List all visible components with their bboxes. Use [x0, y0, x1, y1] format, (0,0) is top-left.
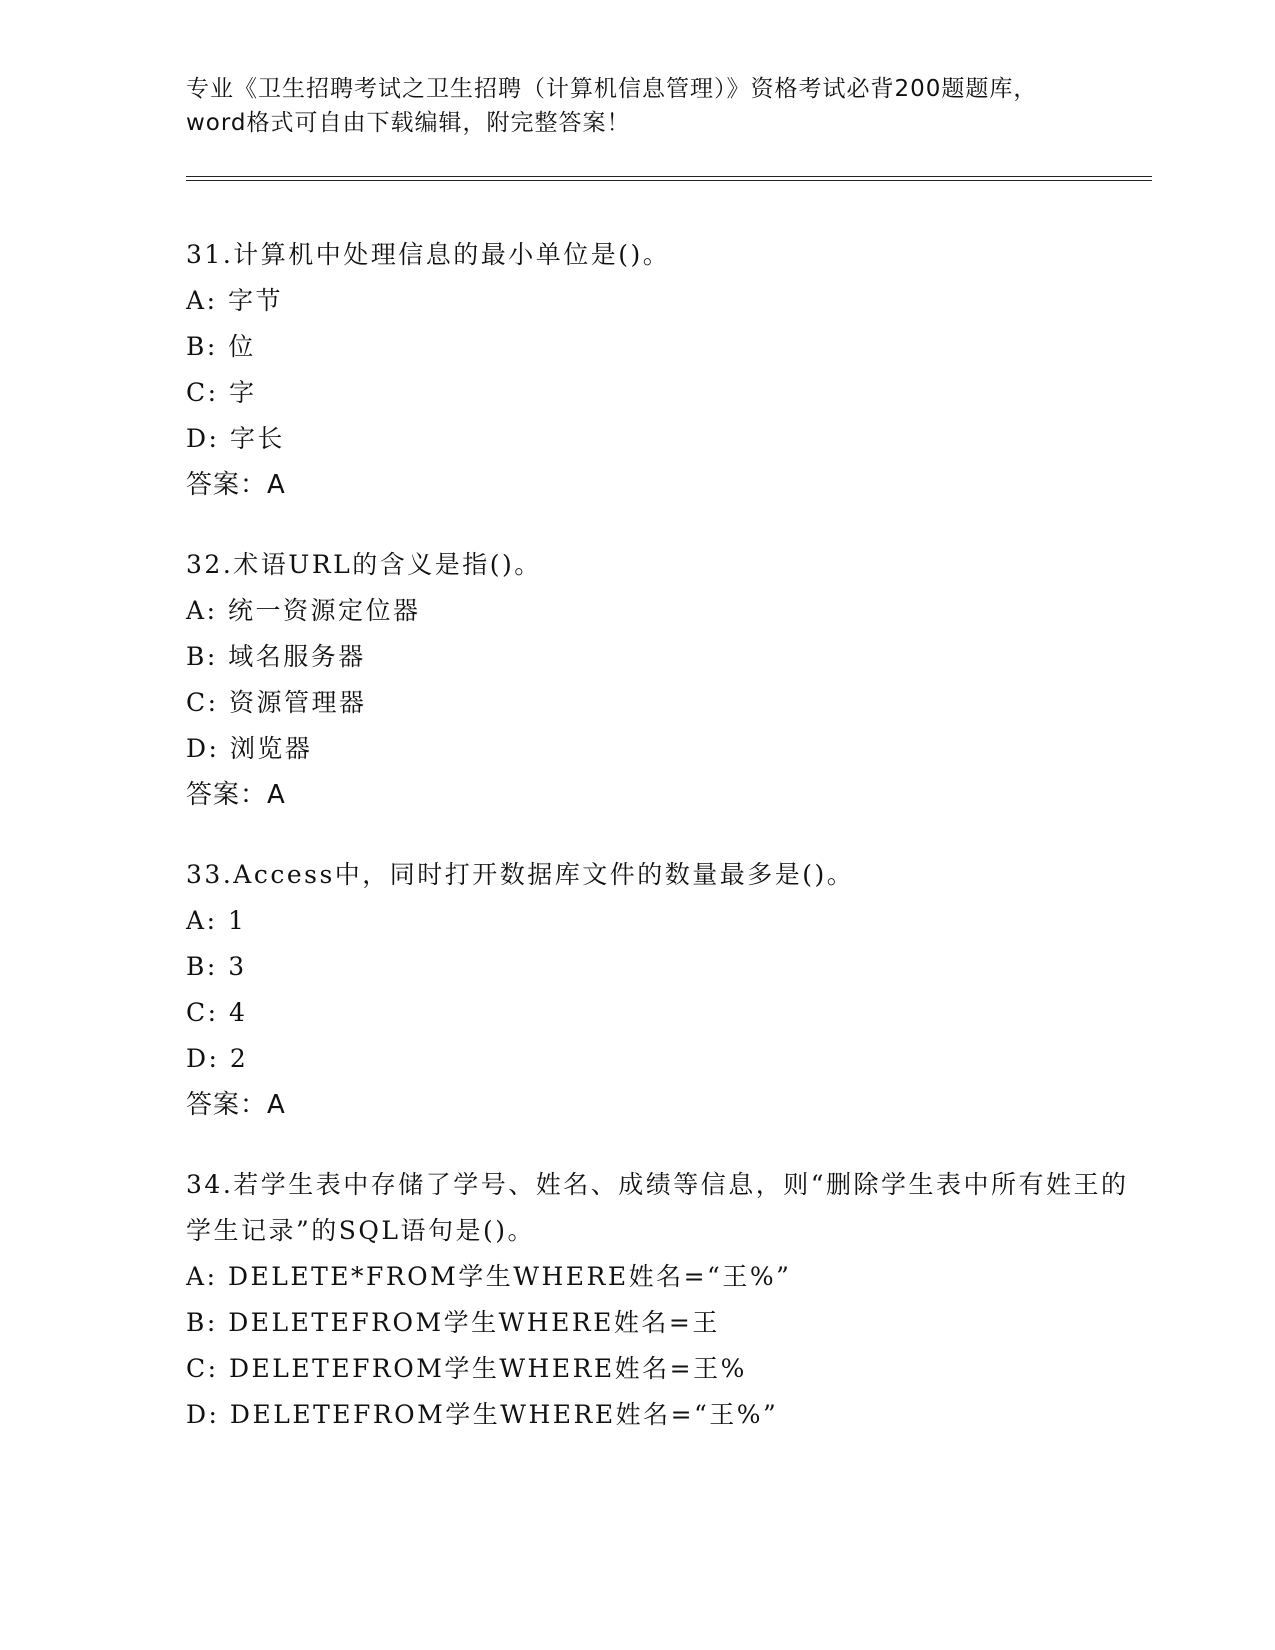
option-c — [186, 680, 1136, 726]
option-label: B : — [186, 332, 228, 361]
option-a — [186, 1254, 1136, 1300]
question-number: 33 . — [186, 860, 233, 889]
header-line-1: 专业《卫生招聘考试之卫生招聘（计算机信息管理）》资格考试必背200题题库， — [186, 76, 1038, 102]
option-text: DELETEFROM学生WHERE姓名=王% — [229, 1354, 747, 1383]
option-text: 字长 — [229, 424, 285, 453]
question-text — [186, 852, 1136, 898]
option-label: A : — [186, 1262, 228, 1291]
question-number: 34 . — [186, 1170, 233, 1199]
option-c — [186, 370, 1136, 416]
option-a — [186, 588, 1136, 634]
question-stem: Access中，同时打开数据库文件的数量最多是()。 — [233, 860, 855, 889]
question-text — [186, 542, 1136, 588]
option-text: 3 — [228, 952, 247, 981]
option-text: 4 — [229, 998, 248, 1027]
option-c — [186, 990, 1136, 1036]
option-label: D : — [186, 1044, 230, 1073]
option-label: D : — [186, 424, 230, 453]
option-b — [186, 1300, 1136, 1346]
option-text: 域名服务器 — [228, 642, 366, 671]
option-text: 统一资源定位器 — [227, 596, 421, 625]
option-label: D : — [186, 734, 230, 763]
question-list — [186, 232, 1136, 1472]
question-31 — [186, 232, 1136, 508]
option-label: B : — [186, 952, 228, 981]
option-a — [186, 898, 1136, 944]
option-d — [186, 726, 1136, 772]
question-32 — [186, 542, 1136, 818]
option-d — [186, 1392, 1136, 1438]
option-label: A : — [186, 286, 228, 315]
question-number: 31 . — [186, 240, 233, 269]
document-header — [186, 72, 1086, 140]
option-label: C : — [186, 998, 229, 1027]
option-b — [186, 634, 1136, 680]
answer-line: 答案：A — [186, 1090, 286, 1120]
option-label: C : — [186, 1354, 229, 1383]
option-d — [186, 416, 1136, 462]
option-d — [186, 1036, 1136, 1082]
option-text: 资源管理器 — [229, 688, 367, 717]
question-number: 32 . — [186, 550, 233, 579]
option-a — [186, 278, 1136, 324]
question-34 — [186, 1162, 1136, 1438]
option-text: 位 — [228, 332, 256, 361]
option-label: B : — [186, 642, 228, 671]
option-text: 字 — [229, 378, 257, 407]
option-b — [186, 944, 1136, 990]
option-text: 2 — [229, 1044, 249, 1073]
question-33 — [186, 852, 1136, 1128]
answer-line: 答案：A — [186, 780, 286, 810]
option-text: 浏览器 — [229, 734, 313, 763]
option-b — [186, 324, 1136, 370]
option-text: DELETE*FROM学生WHERE姓名=“王%” — [227, 1262, 792, 1291]
option-label: A : — [186, 596, 228, 625]
option-label: C : — [186, 378, 229, 407]
option-label: C : — [186, 688, 229, 717]
question-text — [186, 1162, 1136, 1254]
question-stem: 计算机中处理信息的最小单位是()。 — [233, 240, 671, 269]
header-line-2: word格式可自由下载编辑，附完整答案！ — [186, 110, 631, 136]
option-text: DELETEFROM学生WHERE姓名=王 — [228, 1308, 720, 1337]
option-label: A : — [186, 906, 228, 935]
option-label: D : — [186, 1400, 230, 1429]
question-stem: 若学生表中存储了学号、姓名、成绩等信息，则“删除学生表中所有姓王的学生记录”的SQL语句是()。 — [186, 1170, 1129, 1245]
option-c — [186, 1346, 1136, 1392]
answer-line: 答案：A — [186, 470, 286, 500]
header-divider — [186, 176, 1152, 181]
option-text: 1 — [227, 906, 247, 935]
question-stem: 术语URL的含义是指()。 — [233, 550, 542, 579]
option-text: 字节 — [227, 286, 283, 315]
option-text: DELETEFROM学生WHERE姓名=“王%” — [229, 1400, 779, 1429]
question-text — [186, 232, 1136, 278]
option-label: B : — [186, 1308, 228, 1337]
